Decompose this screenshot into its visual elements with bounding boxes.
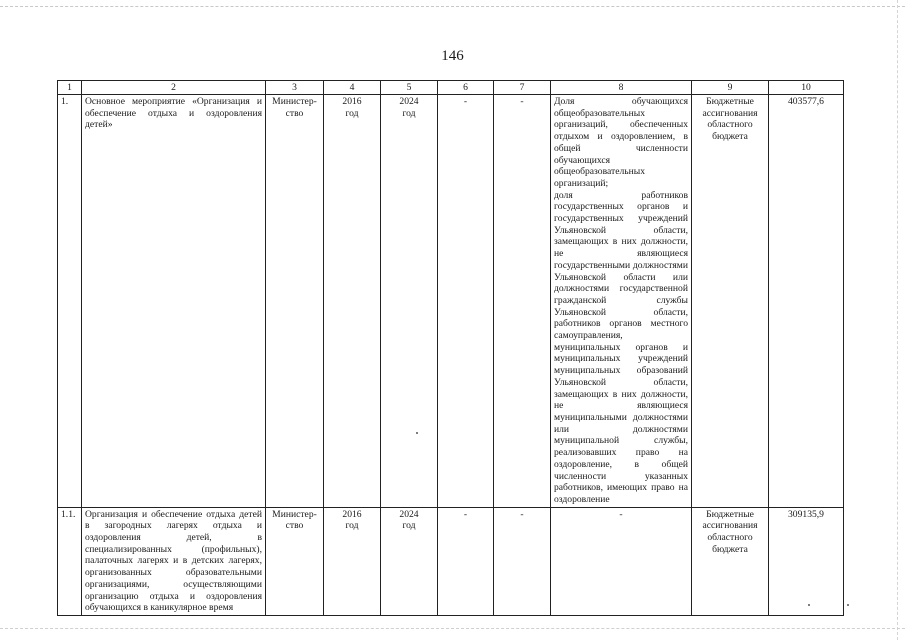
start-year: 2016 год xyxy=(324,95,381,508)
end-year: 2024 год xyxy=(381,507,438,615)
indicators: - xyxy=(551,507,692,615)
start-year: 2016 год xyxy=(324,507,381,615)
executor: Министер- ство xyxy=(266,507,324,615)
activity-name: Организация и обеспечение отдыха детей в загородных лагерях отдыха и оздоровления детей, в специализированных (профильных), палаточных лагерях и в детских лагерях, организованных образовательными организациями, осуществляющими организацию отдыха и оздоровления обучающихся в каникулярное время xyxy=(82,507,266,615)
end-year: 2024 год xyxy=(381,95,438,508)
program-table xyxy=(57,80,844,616)
col7-value: - xyxy=(494,507,551,615)
header-cell: 7 xyxy=(494,81,551,95)
header-cell: 2 xyxy=(82,81,266,95)
col6-value: - xyxy=(438,507,494,615)
scan-edge-bottom xyxy=(0,628,905,629)
header-cell: 9 xyxy=(692,81,769,95)
indicators: Доля обучающихся общеобразовательных организаций, обеспеченных отдыхом и оздоровлением, в общей численности обучающихся общеобразовательных организаций; доля работников государственных органов и государственных учреждений Ульяновской области, замещающих в них должности, не являющиеся государственными должностями Ульяновской области или должностями государственной гражданской службы Ульяновской области, работников органов местного самоуправления, муниципальных органов и муниципальных учреждений муниципальных образований Ульяновской области, замещающих в них должности, не являющиеся муниципальными должностями или должностями муниципальной службы, реализовавших право на оздоровление, в общей численности указанных работников, имеющих право на оздоровление xyxy=(551,95,692,508)
table-row xyxy=(58,507,844,615)
scan-speck xyxy=(416,432,418,434)
activity-name: Основное мероприятие «Организация и обеспечение отдыха и оздоровления детей» xyxy=(82,95,266,508)
row-number: 1.1. xyxy=(58,507,82,615)
header-cell: 1 xyxy=(58,81,82,95)
scan-edge-right xyxy=(897,0,898,640)
header-cell: 6 xyxy=(438,81,494,95)
table-row xyxy=(58,95,844,508)
header-row xyxy=(58,81,844,95)
funding-amount: 309135,9 xyxy=(769,507,844,615)
executor: Министер- ство xyxy=(266,95,324,508)
scan-speck xyxy=(808,604,810,606)
row-number: 1. xyxy=(58,95,82,508)
header-cell: 8 xyxy=(551,81,692,95)
header-cell: 5 xyxy=(381,81,438,95)
funding-source: Бюджетные ассигнования областного бюджета xyxy=(692,507,769,615)
page-number: 146 xyxy=(441,48,464,64)
col6-value: - xyxy=(438,95,494,508)
col7-value: - xyxy=(494,95,551,508)
header-cell: 3 xyxy=(266,81,324,95)
scan-edge-top xyxy=(0,6,905,7)
funding-source: Бюджетные ассигнования областного бюджета xyxy=(692,95,769,508)
scan-speck xyxy=(847,604,849,606)
funding-amount: 403577,6 xyxy=(769,95,844,508)
header-cell: 4 xyxy=(324,81,381,95)
header-cell: 10 xyxy=(769,81,844,95)
